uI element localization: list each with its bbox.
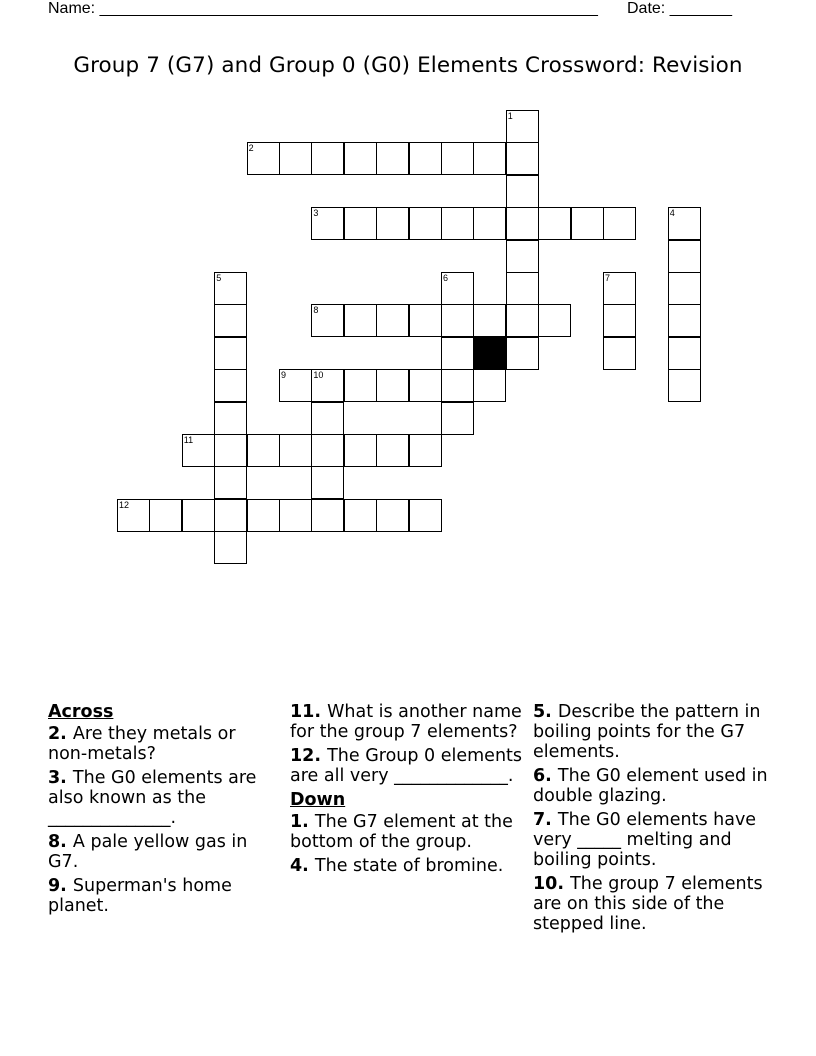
- clue-item-number: 4.: [290, 856, 315, 876]
- clue-number: 1: [507, 111, 513, 121]
- clue-item-number: 9.: [48, 876, 73, 896]
- clue-item-number: 1.: [290, 812, 315, 832]
- crossword-cell[interactable]: [506, 240, 539, 273]
- down-clue-list: [290, 812, 525, 876]
- across-heading: Across: [48, 702, 114, 722]
- crossword-cell[interactable]: [311, 304, 344, 337]
- crossword-cell[interactable]: [376, 304, 409, 337]
- crossword-cell[interactable]: [668, 272, 701, 305]
- clues-column-1: [48, 702, 273, 920]
- clue-item: [290, 812, 525, 852]
- across-clue-list-continued: [290, 702, 525, 786]
- crossword-cell[interactable]: [668, 304, 701, 337]
- clue-item: [533, 766, 773, 806]
- clue-item-text: The G7 element at the bottom of the group.: [290, 812, 513, 852]
- crossword-cell[interactable]: [311, 434, 344, 467]
- crossword-cell[interactable]: [279, 499, 312, 532]
- clue-item-number: 3.: [48, 768, 73, 788]
- clue-item: [533, 702, 773, 762]
- crossword-cell[interactable]: [409, 499, 442, 532]
- crossword-cell[interactable]: [603, 207, 636, 240]
- crossword-cell[interactable]: [344, 207, 377, 240]
- crossword-cell[interactable]: [506, 110, 539, 143]
- crossword-cell[interactable]: [441, 369, 474, 402]
- crossword-cell[interactable]: [279, 434, 312, 467]
- crossword-cell[interactable]: [279, 369, 312, 402]
- crossword-cell[interactable]: [214, 531, 247, 564]
- crossword-cell[interactable]: [473, 369, 506, 402]
- crossword-cell[interactable]: [247, 434, 280, 467]
- clue-item-text: A pale yellow gas in G7.: [48, 832, 248, 872]
- crossword-cell[interactable]: [376, 369, 409, 402]
- clue-item: [290, 702, 525, 742]
- crossword-cell[interactable]: [668, 337, 701, 370]
- crossword-cell[interactable]: [214, 466, 247, 499]
- clue-number: 9: [281, 370, 287, 381]
- clue-item: [290, 856, 525, 876]
- crossword-cell[interactable]: [441, 142, 474, 175]
- clue-number: 2: [248, 143, 254, 154]
- crossword-cell[interactable]: [344, 142, 377, 175]
- clue-item-text: The G0 elements have very _____ melting and boiling points.: [533, 810, 757, 870]
- clue-item-number: 5.: [533, 702, 558, 722]
- clue-item-text: Describe the pattern in boiling points for the G7 elements.: [533, 702, 761, 762]
- clue-number: 11: [183, 435, 194, 445]
- crossword-cell[interactable]: [214, 337, 247, 370]
- name-field-label: Name: ________________________________________________________: [48, 0, 598, 17]
- clue-number: 5: [216, 273, 222, 283]
- crossword-cell[interactable]: [149, 499, 182, 532]
- crossword-cell[interactable]: [409, 369, 442, 402]
- crossword-cell[interactable]: [376, 142, 409, 175]
- clue-item: [290, 746, 525, 786]
- clue-number: 12: [119, 499, 130, 510]
- crossword-cell[interactable]: [214, 434, 247, 467]
- crossword-cell[interactable]: [117, 499, 150, 532]
- crossword-cell[interactable]: [409, 142, 442, 175]
- crossword-cell[interactable]: [344, 304, 377, 337]
- clue-item-number: 6.: [533, 766, 558, 786]
- date-field-label: Date: _______: [627, 0, 732, 17]
- crossword-cell[interactable]: [247, 142, 280, 175]
- crossword-cell[interactable]: [311, 369, 344, 402]
- crossword-cell[interactable]: [311, 402, 344, 435]
- clue-item-text: The state of bromine.: [314, 856, 504, 876]
- crossword-cell[interactable]: [214, 369, 247, 402]
- clue-item-number: 7.: [533, 810, 558, 830]
- crossword-cell[interactable]: [311, 499, 344, 532]
- crossword-cell[interactable]: [311, 466, 344, 499]
- down-clue-list-continued: [533, 702, 773, 934]
- crossword-cell[interactable]: [668, 369, 701, 402]
- crossword-cell[interactable]: [409, 304, 442, 337]
- crossword-cell[interactable]: [571, 207, 604, 240]
- clue-item: [48, 876, 273, 916]
- crossword-cell[interactable]: [603, 272, 636, 305]
- crossword-cell[interactable]: [506, 142, 539, 175]
- crossword-cell[interactable]: [214, 402, 247, 435]
- crossword-cell[interactable]: [538, 207, 571, 240]
- crossword-cell[interactable]: [214, 304, 247, 337]
- clue-number: 10: [313, 370, 324, 381]
- crossword-cell[interactable]: [376, 434, 409, 467]
- crossword-cell[interactable]: [506, 175, 539, 208]
- crossword-cell[interactable]: [247, 499, 280, 532]
- clue-item-number: 10.: [533, 874, 571, 894]
- crossword-cell[interactable]: [441, 304, 474, 337]
- crossword-cell[interactable]: [668, 240, 701, 273]
- down-heading: Down: [290, 790, 346, 810]
- crossword-cell[interactable]: [279, 142, 312, 175]
- crossword-cell[interactable]: [409, 434, 442, 467]
- crossword-cell[interactable]: [182, 499, 215, 532]
- crossword-cell[interactable]: [506, 337, 539, 370]
- clue-number: 4: [669, 208, 675, 219]
- crossword-cell[interactable]: [311, 207, 344, 240]
- crossword-cell[interactable]: [506, 304, 539, 337]
- clue-item-text: The G0 element used in double glazing.: [533, 766, 768, 806]
- crossword-cell[interactable]: [441, 207, 474, 240]
- clue-number: 6: [443, 273, 449, 283]
- clue-number: 3: [313, 208, 319, 219]
- crossword-cell[interactable]: [311, 142, 344, 175]
- clue-item: [533, 874, 773, 934]
- clue-number: 8: [313, 305, 319, 316]
- crossword-cell[interactable]: [473, 207, 506, 240]
- crossword-cell[interactable]: [668, 207, 701, 240]
- crossword-cell[interactable]: [603, 304, 636, 337]
- clue-item: [48, 832, 273, 872]
- clue-item-number: 12.: [290, 746, 328, 766]
- crossword-cell[interactable]: [344, 434, 377, 467]
- clue-item-number: 8.: [48, 832, 73, 852]
- clue-item: [533, 810, 773, 870]
- crossword-cell[interactable]: [214, 272, 247, 305]
- crossword-cell[interactable]: [182, 434, 215, 467]
- crossword-cell[interactable]: [344, 499, 377, 532]
- crossword-cell[interactable]: [441, 402, 474, 435]
- crossword-cell[interactable]: [506, 272, 539, 305]
- clue-item: [48, 768, 273, 828]
- clue-item-text: The Group 0 elements are all very _____________.: [290, 746, 523, 786]
- clue-item-text: Are they metals or non-metals?: [48, 724, 236, 764]
- clue-item-text: The G0 elements are also known as the ______________.: [48, 768, 257, 828]
- clue-item-text: The group 7 elements are on this side of the stepped line.: [533, 874, 763, 934]
- crossword-cell[interactable]: [603, 337, 636, 370]
- clues-column-3: [533, 702, 773, 938]
- clue-item-number: 11.: [290, 702, 328, 722]
- clue-item: [48, 724, 273, 764]
- blocked-cell: [473, 337, 506, 370]
- crossword-cell[interactable]: [214, 499, 247, 532]
- across-clue-list: [48, 724, 273, 916]
- crossword-cell[interactable]: [506, 207, 539, 240]
- clue-item-text: What is another name for the group 7 elements?: [290, 702, 522, 742]
- crossword-cell[interactable]: [441, 337, 474, 370]
- crossword-cell[interactable]: [376, 207, 409, 240]
- page-title: Group 7 (G7) and Group 0 (G0) Elements Crossword: Revision: [73, 53, 743, 78]
- crossword-cell[interactable]: [376, 499, 409, 532]
- crossword-cell[interactable]: [344, 369, 377, 402]
- clue-item-number: 2.: [48, 724, 73, 744]
- crossword-cell[interactable]: [473, 304, 506, 337]
- crossword-cell[interactable]: [538, 304, 571, 337]
- clue-item-text: Superman's home planet.: [48, 876, 232, 916]
- clues-column-2: [290, 702, 525, 880]
- crossword-cell[interactable]: [409, 207, 442, 240]
- crossword-cell[interactable]: [473, 142, 506, 175]
- crossword-cell[interactable]: [441, 272, 474, 305]
- clue-number: 7: [605, 273, 611, 283]
